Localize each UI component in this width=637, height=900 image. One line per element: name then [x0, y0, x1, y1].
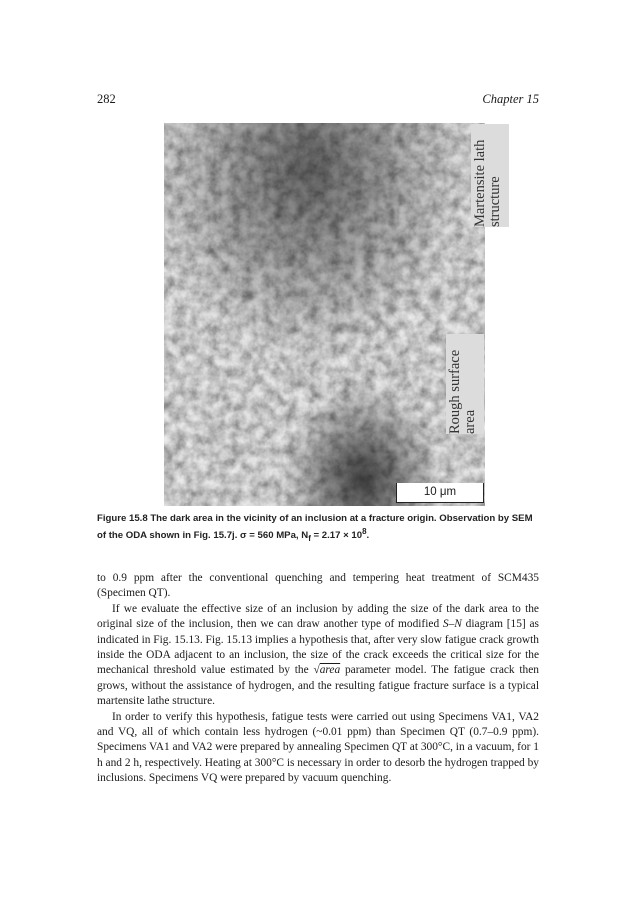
caption-sub: f	[308, 534, 311, 544]
martensite-label-line2: structure	[487, 176, 503, 227]
caption-text: The dark area in the vicinity of an inclusion at a fracture origin. Observation by SEM of the ODA shown in Fig. 15.7j. σ = 560 MPa, N	[97, 513, 533, 542]
p2-part-c: parameter model. The fatigue crack then grows, without the assistance of hydrogen, and the resulting fatigue fracture surface is a typical martensite lathe structure.	[97, 664, 539, 708]
figure-caption	[97, 512, 539, 545]
caption-sup: 8	[362, 527, 367, 536]
sn-term: S–N	[442, 618, 462, 631]
page-number: 282	[97, 92, 116, 106]
rough-label-line1: Rough surface	[447, 349, 463, 434]
paragraph-1: to 0.9 ppm after the conventional quenching and tempering heat treatment of SCM435 (Specimen QT).	[97, 572, 539, 600]
caption-tail: = 2.17 × 10	[310, 530, 363, 542]
scale-bar: 10 μm	[396, 483, 484, 503]
caption-end: .	[366, 530, 370, 542]
rough-label-line2: area	[462, 409, 478, 434]
caption-lead: Figure 15.8	[97, 513, 148, 524]
body-text	[97, 571, 539, 787]
rough-surface-label	[446, 334, 484, 434]
p2-part-a: If we evaluate the effective size of an inclusion by adding the size of the dark area to the original size of the inclusion, then we can draw another type of modified	[97, 602, 539, 631]
sem-micrograph	[164, 123, 485, 506]
sqrt-area-term: area	[319, 664, 341, 677]
chapter-title: Chapter 15	[482, 92, 539, 106]
sqrt-symbol: √	[313, 664, 320, 677]
paragraph-3: In order to verify this hypothesis, fatigue tests were carried out using Specimens VA1, VA2 and VQ, all of which contain less hydrogen (~0.01 ppm) than Specimen QT (0.7–0.9 ppm). Specimens VA1 and VA2 were prepared by annealing Specimen QT at 300°C, in a vacuum, for 1 h and 2 h, respectively. Heating at 300°C is necessary in order to desorb the hydrogen trapped by inclusions. Specimens VQ were prepared by vacuum quenching.	[97, 710, 539, 785]
p2-part-b: diagram [15] as indicated in Fig. 15.13. Fig. 15.13 implies a hypothesis that, after very slow fatigue crack growth inside the ODA adjacent to an inclusion, the size of the crack exceeds the critical size for the mechanical threshold value estimated by the	[97, 618, 539, 677]
page-header	[97, 92, 539, 110]
paragraph-2	[97, 602, 539, 710]
martensite-label-line1: Martensite lath	[472, 139, 488, 227]
micrograph-texture	[164, 123, 485, 506]
martensite-label	[471, 124, 509, 227]
